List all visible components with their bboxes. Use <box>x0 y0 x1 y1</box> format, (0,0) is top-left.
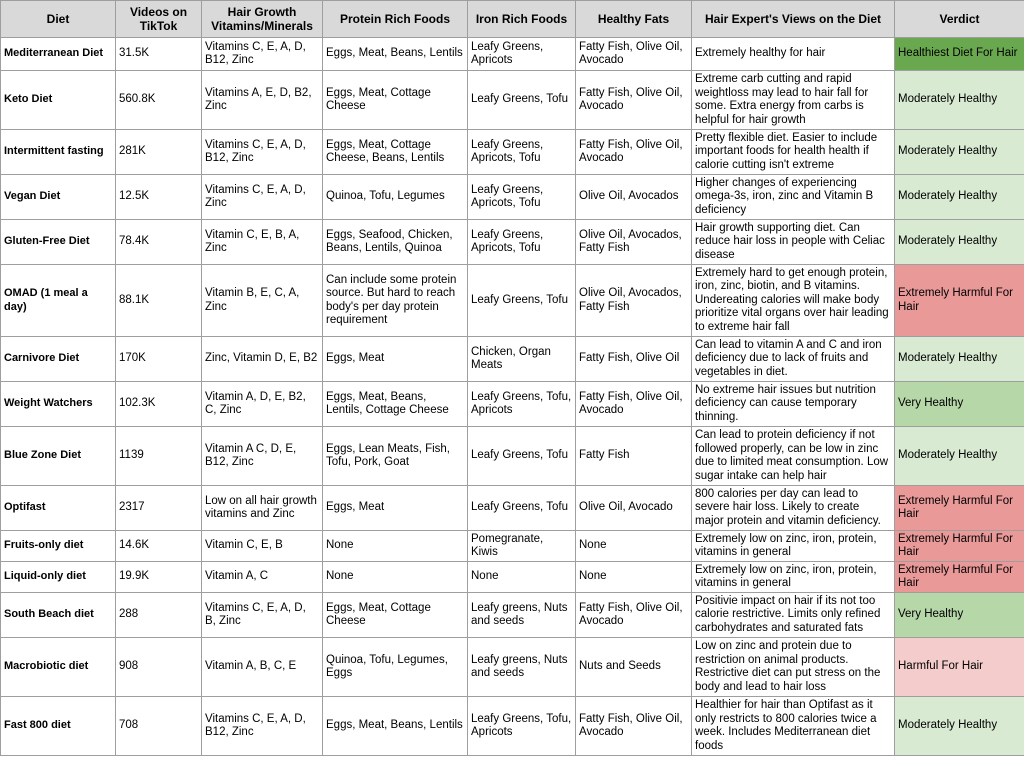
expert-views-cell[interactable]: Hair growth supporting diet. Can reduce hair loss in people with Celiac disease <box>692 220 895 265</box>
table-row <box>1 71 1024 130</box>
videos-count-cell[interactable]: 560.8K <box>116 71 202 130</box>
videos-count-cell[interactable]: 31.5K <box>116 38 202 71</box>
protein-cell[interactable]: Can include some protein source. But hard to reach body's per day protein requirement <box>323 265 468 337</box>
verdict-cell[interactable]: Moderately Healthy <box>895 175 1024 220</box>
iron-cell[interactable]: Leafy Greens, Tofu, Apricots <box>468 382 576 427</box>
protein-cell[interactable]: Eggs, Meat, Beans, Lentils <box>323 38 468 71</box>
videos-count-cell[interactable]: 102.3K <box>116 382 202 427</box>
table-row <box>1 382 1024 427</box>
vitamins-cell[interactable]: Vitamins C, E, A, D, Zinc <box>202 175 323 220</box>
fats-cell[interactable]: Fatty Fish, Olive Oil, Avocado <box>576 593 692 638</box>
diet-name-cell[interactable]: Vegan Diet <box>1 175 116 220</box>
fats-cell[interactable]: Olive Oil, Avocados <box>576 175 692 220</box>
iron-cell[interactable]: Pomegranate, Kiwis <box>468 531 576 562</box>
diet-name-cell[interactable]: Carnivore Diet <box>1 337 116 382</box>
expert-views-cell[interactable]: Pretty flexible diet. Easier to include important foods for health health if calorie cutting isn't extreme <box>692 130 895 175</box>
diet-name-cell[interactable]: South Beach diet <box>1 593 116 638</box>
header-protein[interactable]: Protein Rich Foods <box>323 1 468 38</box>
protein-cell[interactable]: Eggs, Meat, Cottage Cheese <box>323 593 468 638</box>
protein-cell[interactable]: Eggs, Seafood, Chicken, Beans, Lentils, Quinoa <box>323 220 468 265</box>
verdict-cell[interactable]: Moderately Healthy <box>895 427 1024 486</box>
verdict-cell[interactable]: Harmful For Hair <box>895 638 1024 697</box>
header-vitamins[interactable]: Hair Growth Vitamins/Minerals <box>202 1 323 38</box>
videos-count-cell[interactable]: 88.1K <box>116 265 202 337</box>
videos-count-cell[interactable]: 908 <box>116 638 202 697</box>
diet-name-cell[interactable]: Fast 800 diet <box>1 697 116 756</box>
header-fats[interactable]: Healthy Fats <box>576 1 692 38</box>
protein-cell[interactable]: Eggs, Meat, Cottage Cheese, Beans, Lentils <box>323 130 468 175</box>
diet-name-cell[interactable]: Mediterranean Diet <box>1 38 116 71</box>
videos-count-cell[interactable]: 14.6K <box>116 531 202 562</box>
table-row <box>1 38 1024 71</box>
table-row <box>1 427 1024 486</box>
protein-cell[interactable]: Eggs, Meat <box>323 486 468 531</box>
protein-cell[interactable]: Quinoa, Tofu, Legumes, Eggs <box>323 638 468 697</box>
expert-views-cell[interactable]: Healthier for hair than Optifast as it only restricts to 800 calories twice a week. Includes Mediterranean diet foods <box>692 697 895 756</box>
table-row <box>1 130 1024 175</box>
iron-cell[interactable]: Leafy Greens, Tofu <box>468 71 576 130</box>
expert-views-cell[interactable]: No extreme hair issues but nutrition deficiency can cause temporary thinning. <box>692 382 895 427</box>
expert-views-cell[interactable]: Extremely healthy for hair <box>692 38 895 71</box>
protein-cell[interactable]: Eggs, Meat, Beans, Lentils <box>323 697 468 756</box>
expert-views-cell[interactable]: Extremely low on zinc, iron, protein, vitamins in general <box>692 531 895 562</box>
fats-cell[interactable]: Fatty Fish, Olive Oil, Avocado <box>576 38 692 71</box>
iron-cell[interactable]: Leafy Greens, Tofu <box>468 486 576 531</box>
protein-cell[interactable]: Eggs, Meat, Beans, Lentils, Cottage Cheese <box>323 382 468 427</box>
fats-cell[interactable]: Fatty Fish, Olive Oil, Avocado <box>576 71 692 130</box>
fats-cell[interactable]: Fatty Fish, Olive Oil <box>576 337 692 382</box>
table-row <box>1 531 1024 562</box>
verdict-cell[interactable]: Moderately Healthy <box>895 220 1024 265</box>
header-diet[interactable]: Diet <box>1 1 116 38</box>
iron-cell[interactable]: Chicken, Organ Meats <box>468 337 576 382</box>
diet-name-cell[interactable]: Fruits-only diet <box>1 531 116 562</box>
expert-views-cell[interactable]: Can lead to protein deficiency if not followed properly, can be low in zinc due to limited meat consumption. Low sugar intake can help hair <box>692 427 895 486</box>
protein-cell[interactable]: Eggs, Meat, Cottage Cheese <box>323 71 468 130</box>
diet-name-cell[interactable]: Gluten-Free Diet <box>1 220 116 265</box>
fats-cell[interactable]: Olive Oil, Avocados, Fatty Fish <box>576 265 692 337</box>
fats-cell[interactable]: None <box>576 562 692 593</box>
diet-name-cell[interactable]: Macrobiotic diet <box>1 638 116 697</box>
verdict-cell[interactable]: Extremely Harmful For Hair <box>895 486 1024 531</box>
header-verdict[interactable]: Verdict <box>895 1 1024 38</box>
protein-cell[interactable]: Quinoa, Tofu, Legumes <box>323 175 468 220</box>
diet-name-cell[interactable]: Optifast <box>1 486 116 531</box>
fats-cell[interactable]: None <box>576 531 692 562</box>
verdict-cell[interactable]: Extremely Harmful For Hair <box>895 531 1024 562</box>
vitamins-cell[interactable]: Low on all hair growth vitamins and Zinc <box>202 486 323 531</box>
verdict-cell[interactable]: Very Healthy <box>895 593 1024 638</box>
fats-cell[interactable]: Fatty Fish, Olive Oil, Avocado <box>576 382 692 427</box>
expert-views-cell[interactable]: Extremely hard to get enough protein, iron, zinc, biotin, and B vitamins. Undereating calories will make body prioritize vital organs over hair leading to extreme hair fall <box>692 265 895 337</box>
diet-name-cell[interactable]: Weight Watchers <box>1 382 116 427</box>
iron-cell[interactable]: Leafy Greens, Apricots <box>468 38 576 71</box>
header-row <box>1 1 1024 38</box>
table-row <box>1 486 1024 531</box>
expert-views-cell[interactable]: 800 calories per day can lead to severe hair loss. Likely to create major protein and vitamin deficiency. <box>692 486 895 531</box>
expert-views-cell[interactable]: Extreme carb cutting and rapid weightloss may lead to hair fall for some. Extra energy from carbs is helpful for hair growth <box>692 71 895 130</box>
vitamins-cell[interactable]: Vitamins C, E, A, D, B12, Zinc <box>202 130 323 175</box>
table-row <box>1 175 1024 220</box>
iron-cell[interactable]: Leafy Greens, Apricots, Tofu <box>468 175 576 220</box>
videos-count-cell[interactable]: 2317 <box>116 486 202 531</box>
header-expert-views[interactable]: Hair Expert's Views on the Diet <box>692 1 895 38</box>
table-row <box>1 337 1024 382</box>
protein-cell[interactable]: Eggs, Lean Meats, Fish, Tofu, Pork, Goat <box>323 427 468 486</box>
vitamins-cell[interactable]: Vitamin A, D, E, B2, C, Zinc <box>202 382 323 427</box>
videos-count-cell[interactable]: 19.9K <box>116 562 202 593</box>
fats-cell[interactable]: Nuts and Seeds <box>576 638 692 697</box>
videos-count-cell[interactable]: 12.5K <box>116 175 202 220</box>
expert-views-cell[interactable]: Positivie impact on hair if its not too calorie restrictive. Limits only refined carbohydrates and saturated fats <box>692 593 895 638</box>
header-videos[interactable]: Videos on TikTok <box>116 1 202 38</box>
verdict-cell[interactable]: Very Healthy <box>895 382 1024 427</box>
table-row <box>1 265 1024 337</box>
vitamins-cell[interactable]: Vitamin A, B, C, E <box>202 638 323 697</box>
verdict-cell[interactable]: Extremely Harmful For Hair <box>895 562 1024 593</box>
iron-cell[interactable]: Leafy greens, Nuts and seeds <box>468 638 576 697</box>
protein-cell[interactable]: Eggs, Meat <box>323 337 468 382</box>
expert-views-cell[interactable]: Low on zinc and protein due to restriction on animal products. Restrictive diet can put stress on the body and lead to hair loss <box>692 638 895 697</box>
verdict-cell[interactable]: Moderately Healthy <box>895 130 1024 175</box>
vitamins-cell[interactable]: Vitamins C, E, A, D, B12, Zinc <box>202 38 323 71</box>
protein-cell[interactable]: None <box>323 562 468 593</box>
header-iron[interactable]: Iron Rich Foods <box>468 1 576 38</box>
verdict-cell[interactable]: Healthiest Diet For Hair <box>895 38 1024 71</box>
fats-cell[interactable]: Olive Oil, Avocado <box>576 486 692 531</box>
table-row <box>1 593 1024 638</box>
expert-views-cell[interactable]: Higher changes of experiencing omega-3s, iron, zinc and Vitamin B deficiency <box>692 175 895 220</box>
iron-cell[interactable]: Leafy Greens, Apricots, Tofu <box>468 130 576 175</box>
vitamins-cell[interactable]: Vitamin C, E, B, A, Zinc <box>202 220 323 265</box>
fats-cell[interactable]: Fatty Fish, Olive Oil, Avocado <box>576 697 692 756</box>
vitamins-cell[interactable]: Vitamins A, E, D, B2, Zinc <box>202 71 323 130</box>
videos-count-cell[interactable]: 708 <box>116 697 202 756</box>
vitamins-cell[interactable]: Vitamins C, E, A, D, B, Zinc <box>202 593 323 638</box>
table-row <box>1 220 1024 265</box>
vitamins-cell[interactable]: Vitamin B, E, C, A, Zinc <box>202 265 323 337</box>
iron-cell[interactable]: None <box>468 562 576 593</box>
diet-name-cell[interactable]: Liquid-only diet <box>1 562 116 593</box>
fats-cell[interactable]: Fatty Fish, Olive Oil, Avocado <box>576 130 692 175</box>
fats-cell[interactable]: Olive Oil, Avocados, Fatty Fish <box>576 220 692 265</box>
videos-count-cell[interactable]: 288 <box>116 593 202 638</box>
videos-count-cell[interactable]: 281K <box>116 130 202 175</box>
iron-cell[interactable]: Leafy Greens, Apricots, Tofu <box>468 220 576 265</box>
videos-count-cell[interactable]: 1139 <box>116 427 202 486</box>
verdict-cell[interactable]: Moderately Healthy <box>895 337 1024 382</box>
diet-name-cell[interactable]: Keto Diet <box>1 71 116 130</box>
iron-cell[interactable]: Leafy Greens, Tofu <box>468 265 576 337</box>
iron-cell[interactable]: Leafy Greens, Tofu <box>468 427 576 486</box>
verdict-cell[interactable]: Extremely Harmful For Hair <box>895 265 1024 337</box>
vitamins-cell[interactable]: Zinc, Vitamin D, E, B2 <box>202 337 323 382</box>
verdict-cell[interactable]: Moderately Healthy <box>895 697 1024 756</box>
iron-cell[interactable]: Leafy greens, Nuts and seeds <box>468 593 576 638</box>
protein-cell[interactable]: None <box>323 531 468 562</box>
vitamins-cell[interactable]: Vitamin A, C <box>202 562 323 593</box>
diet-name-cell[interactable]: Intermittent fasting <box>1 130 116 175</box>
iron-cell[interactable]: Leafy Greens, Tofu, Apricots <box>468 697 576 756</box>
table-row <box>1 697 1024 756</box>
vitamins-cell[interactable]: Vitamins C, E, A, D, B12, Zinc <box>202 697 323 756</box>
diet-name-cell[interactable]: Blue Zone Diet <box>1 427 116 486</box>
vitamins-cell[interactable]: Vitamin C, E, B <box>202 531 323 562</box>
videos-count-cell[interactable]: 78.4K <box>116 220 202 265</box>
videos-count-cell[interactable]: 170K <box>116 337 202 382</box>
table-row <box>1 562 1024 593</box>
expert-views-cell[interactable]: Extremely low on zinc, iron, protein, vitamins in general <box>692 562 895 593</box>
verdict-cell[interactable]: Moderately Healthy <box>895 71 1024 130</box>
expert-views-cell[interactable]: Can lead to vitamin A and C and iron deficiency due to lack of fruits and vegetables in diet. <box>692 337 895 382</box>
diet-name-cell[interactable]: OMAD (1 meal a day) <box>1 265 116 337</box>
vitamins-cell[interactable]: Vitamin A C, D, E, B12, Zinc <box>202 427 323 486</box>
fats-cell[interactable]: Fatty Fish <box>576 427 692 486</box>
table-row <box>1 638 1024 697</box>
